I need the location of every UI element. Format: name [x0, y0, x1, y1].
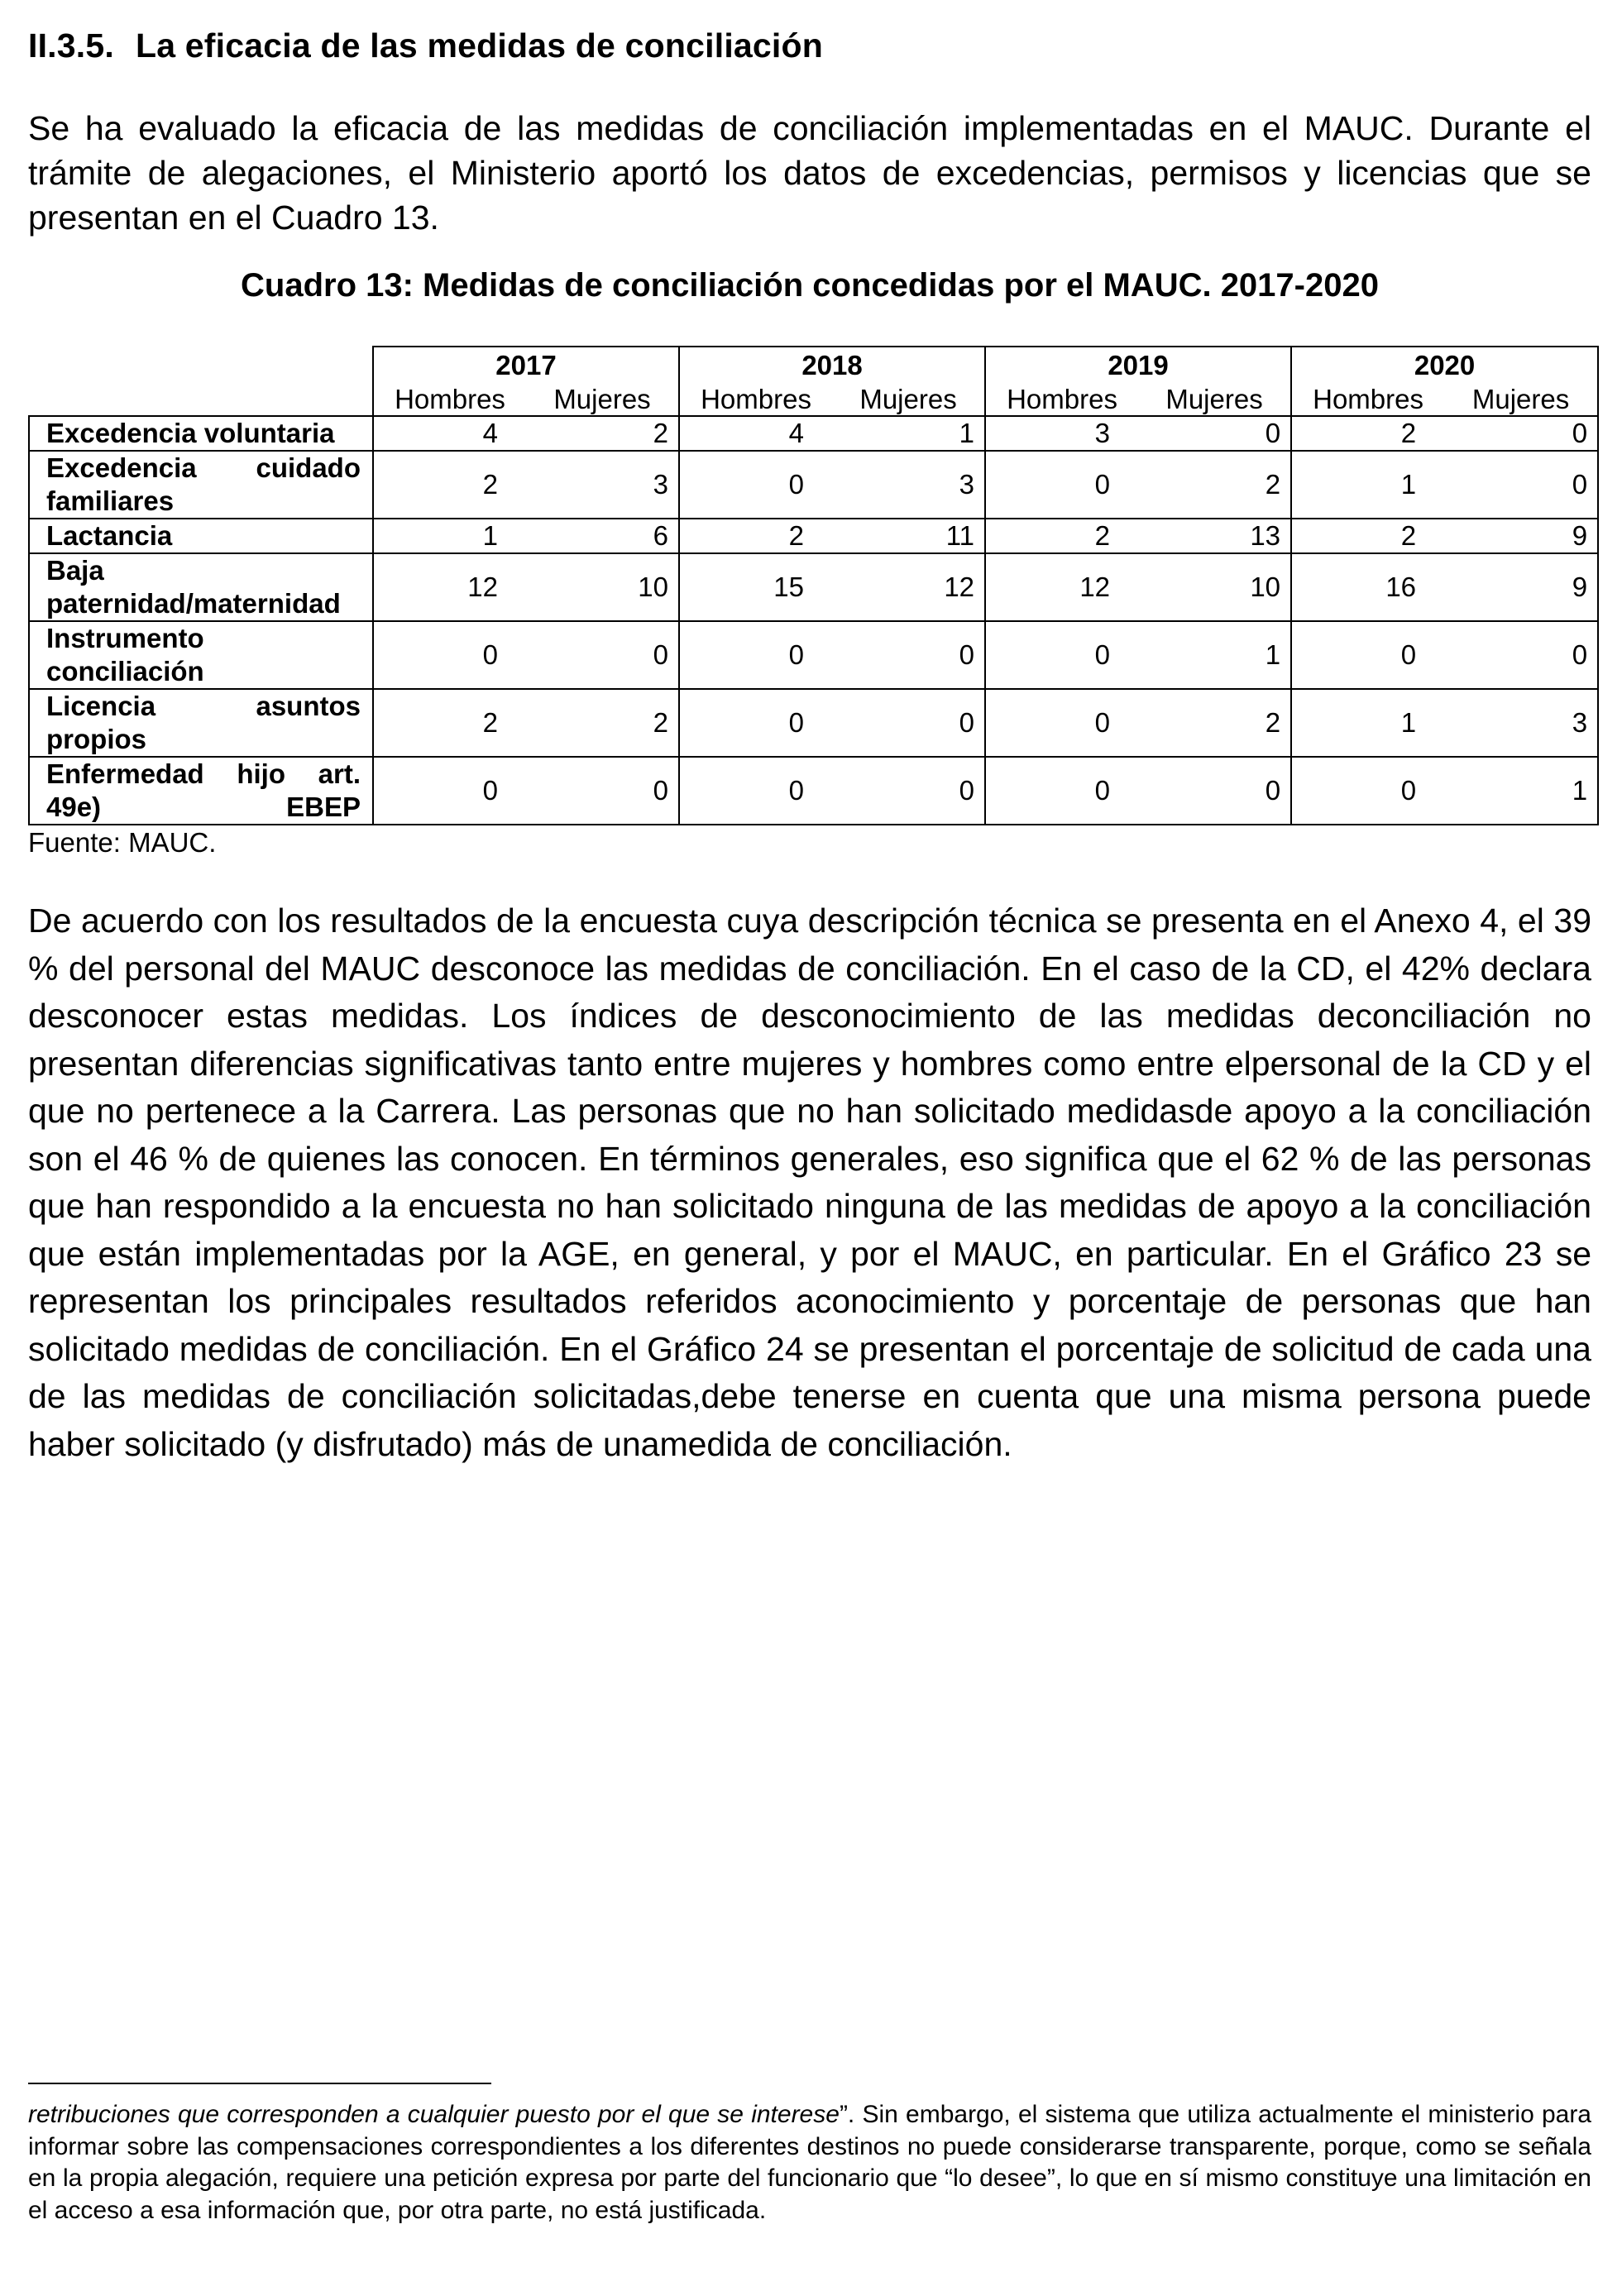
women-value-cell: 9 [1444, 519, 1598, 553]
men-value-cell: 0 [679, 689, 832, 757]
women-value-cell: 9 [1444, 553, 1598, 621]
men-value-cell: 0 [985, 451, 1138, 519]
men-value-cell: 3 [985, 416, 1138, 451]
men-value-cell: 0 [985, 621, 1138, 689]
table-body [29, 416, 1598, 825]
women-value-cell: 3 [832, 451, 985, 519]
women-value-cell: 3 [526, 451, 679, 519]
men-value-cell: 12 [985, 553, 1138, 621]
women-value-cell: 10 [526, 553, 679, 621]
table-row [29, 451, 1598, 519]
women-value-cell: 6 [526, 519, 679, 553]
men-value-cell: 0 [985, 689, 1138, 757]
women-value-cell: 2 [526, 416, 679, 451]
women-header: Mujeres [1138, 382, 1291, 416]
table-row [29, 519, 1598, 553]
women-value-cell: 0 [1444, 451, 1598, 519]
women-value-cell: 0 [1444, 621, 1598, 689]
year-header: 2020 [1291, 347, 1598, 382]
row-label: Excedencia voluntaria [29, 416, 373, 451]
men-value-cell: 4 [373, 416, 526, 451]
women-value-cell: 2 [526, 689, 679, 757]
men-value-cell: 0 [1291, 621, 1444, 689]
women-value-cell: 0 [1138, 416, 1291, 451]
men-header: Hombres [1291, 382, 1444, 416]
women-header: Mujeres [1444, 382, 1598, 416]
men-value-cell: 2 [373, 451, 526, 519]
men-value-cell: 0 [679, 451, 832, 519]
men-value-cell: 2 [679, 519, 832, 553]
women-value-cell: 0 [832, 757, 985, 825]
women-value-cell: 0 [526, 757, 679, 825]
year-header: 2018 [679, 347, 985, 382]
men-value-cell: 2 [373, 689, 526, 757]
year-header: 2019 [985, 347, 1291, 382]
table-row [29, 416, 1598, 451]
footnote-text: ”. Sin embargo, el sistema que utiliza actualmente el ministerio para informar sobre las compensaciones correspondientes a los diferentes destinos no puede considerarse transparente, porque, como se señala en la propia alegación, requiere una petición expresa por parte del funcionario que “lo desee”, lo que en sí mismo constituye una limitación en el acceso a esa información que, por otra parte, no está justificada. [28, 2101, 1591, 2224]
women-value-cell: 2 [1138, 451, 1291, 519]
table-source: Fuente: MAUC. [28, 827, 217, 858]
men-value-cell: 12 [373, 553, 526, 621]
women-value-cell: 13 [1138, 519, 1291, 553]
men-value-cell: 1 [1291, 451, 1444, 519]
women-value-cell: 10 [1138, 553, 1291, 621]
women-value-cell: 0 [526, 621, 679, 689]
row-label: Excedencia cuidado familiares [29, 451, 373, 519]
men-value-cell: 1 [373, 519, 526, 553]
women-value-cell: 3 [1444, 689, 1598, 757]
footnote-italic-text: retribuciones que corresponden a cualquier puesto por el que se interese [28, 2101, 840, 2128]
row-label: Baja paternidad/maternidad [29, 553, 373, 621]
men-header: Hombres [373, 382, 526, 416]
year-header: 2017 [373, 347, 679, 382]
table-row [29, 553, 1598, 621]
header-blank [29, 382, 373, 416]
row-label: Lactancia [29, 519, 373, 553]
men-value-cell: 2 [1291, 519, 1444, 553]
women-header: Mujeres [832, 382, 985, 416]
men-header: Hombres [985, 382, 1138, 416]
row-label: Instrumento conciliación [29, 621, 373, 689]
women-value-cell: 0 [1444, 416, 1598, 451]
women-value-cell: 11 [832, 519, 985, 553]
women-value-cell: 0 [832, 621, 985, 689]
women-value-cell: 12 [832, 553, 985, 621]
men-value-cell: 2 [1291, 416, 1444, 451]
table-caption: Cuadro 13: Medidas de conciliación concedidas por el MAUC. 2017-2020 [241, 267, 1379, 304]
men-value-cell: 0 [679, 621, 832, 689]
conciliation-measures-table [28, 346, 1599, 825]
women-value-cell: 2 [1138, 689, 1291, 757]
gender-header-row [29, 382, 1598, 416]
row-label: Licencia asuntos propios [29, 689, 373, 757]
section-heading [28, 26, 823, 65]
men-value-cell: 16 [1291, 553, 1444, 621]
men-value-cell: 1 [1291, 689, 1444, 757]
men-value-cell: 0 [373, 757, 526, 825]
women-value-cell: 0 [1138, 757, 1291, 825]
women-value-cell: 1 [1138, 621, 1291, 689]
section-number: II.3.5. [28, 26, 114, 65]
women-header: Mujeres [526, 382, 679, 416]
footnote-separator [28, 2083, 491, 2084]
table-row [29, 689, 1598, 757]
men-value-cell: 4 [679, 416, 832, 451]
year-header-row [29, 347, 1598, 382]
men-value-cell: 15 [679, 553, 832, 621]
women-value-cell: 1 [832, 416, 985, 451]
table-row [29, 757, 1598, 825]
row-label: Enfermedad hijo art. 49e) EBEP [29, 757, 373, 825]
women-value-cell: 1 [1444, 757, 1598, 825]
men-value-cell: 0 [679, 757, 832, 825]
men-value-cell: 0 [373, 621, 526, 689]
section-title: La eficacia de las medidas de conciliación [135, 26, 823, 65]
men-value-cell: 0 [1291, 757, 1444, 825]
intro-paragraph: Se ha evaluado la eficacia de las medidas de conciliación implementadas en el MAUC. Durante el trámite de alegaciones, el Ministerio aportó los datos de excedencias, permisos y licencias que se presentan en el Cuadro 13. [28, 109, 1591, 237]
men-value-cell: 0 [985, 757, 1138, 825]
men-header: Hombres [679, 382, 832, 416]
body-paragraph: De acuerdo con los resultados de la encuesta cuya descripción técnica se presenta en el Anexo 4, el 39 % del personal del MAUC desconoce las medidas de conciliación. En el caso de la CD, el 42% declara desconocer estas medidas. Los índices de desconocimiento de las medidas deconciliación no presentan diferencias significativas tanto entre mujeres y hombres como entre elpersonal de la CD y el que no pertenece a la Carrera. Las personas que no han solicitado medidasde apoyo a la conciliación son el 46 % de quienes las conocen. En términos generales, eso significa que el 62 % de las personas que han respondido a la encuesta no han solicitado ninguna de las medidas de apoyo a la conciliación que están implementadas por la AGE, en general, y por el MAUC, en particular. En el Gráfico 23 se representan los principales resultados referidos aconocimiento y porcentaje de personas que han solicitado medidas de conciliación. En el Gráfico 24 se presentan el porcentaje de solicitud de cada una de las medidas de conciliación solicitadas,debe tenerse en cuenta que una misma persona puede haber solicitado (y disfrutado) más de unamedida de conciliación. [28, 902, 1591, 1463]
women-value-cell: 0 [832, 689, 985, 757]
table-row [29, 621, 1598, 689]
header-blank [29, 347, 373, 382]
footnote [28, 2099, 1591, 2227]
men-value-cell: 2 [985, 519, 1138, 553]
